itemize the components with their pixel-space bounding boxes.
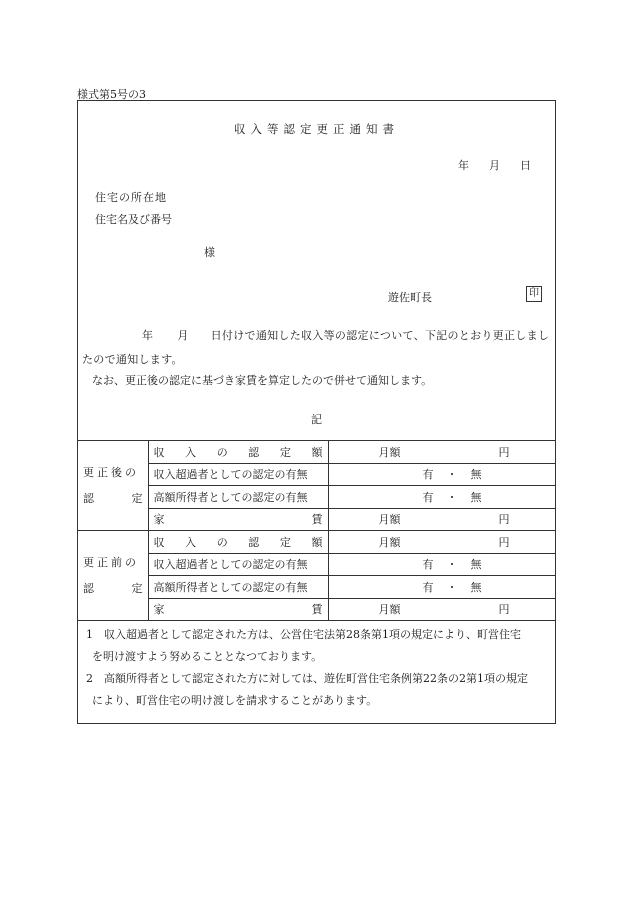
no-option[interactable]: 無 [470,558,483,572]
item-cell [148,486,328,509]
yen-unit: 円 [498,445,510,459]
yen-unit: 円 [498,603,510,617]
item-cell [148,576,328,599]
item-label: 高額所得者としての認定の有無 [153,490,308,504]
group-label-char-b: 定 [131,491,143,505]
housing-name-label: 住宅名及び番号 [95,213,172,226]
item-label-spread: 収 入 の 認 定 額 [153,445,323,459]
yen-unit: 円 [498,535,510,549]
item-char-b: 賃 [311,513,323,527]
group-label [78,531,148,621]
item-label: 高額所得者としての認定の有無 [153,580,308,594]
note-number: 1 [86,628,93,641]
item-char-a: 家 [153,513,165,527]
value-cell[interactable] [328,508,555,531]
table-row [78,598,555,621]
note-line2: により、町営住宅の明け渡しを請求することがあります。 [92,694,378,707]
monthly-prefix: 月額 [378,603,401,617]
item-cell [148,553,328,576]
value-cell[interactable] [328,486,555,509]
item-cell [148,463,328,486]
yen-unit: 円 [498,513,510,527]
monthly-prefix: 月額 [378,445,401,459]
yes-option[interactable]: 有 [422,468,435,482]
note-line2: を明け渡すよう努めることとなつております。 [92,650,323,663]
option-separator: ・ [446,580,459,594]
option-separator: ・ [446,490,459,504]
para1-rest: 日付けで通知した収入等の認定について、下記のとおり更正しましたので通知します。 [82,329,550,366]
note-item [78,624,555,668]
option-separator: ・ [446,468,459,482]
table-row [78,508,555,531]
table-row [78,576,555,599]
note-line1: 収入超過者として認定された方は、公営住宅法第28条第1項の規定により、町営住宅 [104,628,521,641]
group-label-line1: 更正前の [83,555,139,569]
note-line1: 高額所得者として認定された方に対しては、遊佐町営住宅条例第22条の2第1項の規定 [104,672,528,685]
no-option[interactable]: 無 [470,580,483,594]
document-frame [77,100,556,724]
date-day: 日 [520,159,531,172]
value-cell[interactable] [328,553,555,576]
value-cell[interactable] [328,441,555,464]
monthly-prefix: 月額 [378,513,401,527]
group-label [78,441,148,531]
item-cell [148,531,328,554]
value-cell[interactable] [328,531,555,554]
date-line [458,157,531,173]
table-row [78,441,555,464]
group-label-char-a: 認 [83,581,94,595]
item-label: 収入超過者としての認定の有無 [153,558,308,572]
note-item [78,668,555,712]
no-option[interactable]: 無 [470,490,483,504]
date-year: 年 [458,159,469,172]
body-paragraph-1 [82,324,552,372]
notes [78,624,555,712]
table-row [78,463,555,486]
para1-year: 年 [142,329,154,342]
item-label-spread: 収 入 の 認 定 額 [153,535,323,549]
group-label-line1: 更正後の [83,465,139,479]
no-option[interactable]: 無 [470,468,483,482]
item-cell [148,508,328,531]
seal-mark: 印 [526,286,542,302]
item-cell [148,441,328,464]
item-cell [148,598,328,621]
yes-option[interactable]: 有 [422,558,435,572]
honorific: 様 [204,246,215,259]
address-label: 住宅の所在地 [95,191,167,204]
date-month: 月 [489,159,500,172]
value-cell[interactable] [328,463,555,486]
certification-table [78,440,555,621]
body-paragraph-2: なお、更正後の認定に基づき家賃を算定したので併せて通知します。 [92,374,433,387]
yes-option[interactable]: 有 [422,490,435,504]
yes-option[interactable]: 有 [422,580,435,594]
ki-heading: 記 [311,413,322,426]
item-char-b: 賃 [311,603,323,617]
item-char-a: 家 [153,603,165,617]
para1-month: 月 [177,329,189,342]
note-number: 2 [86,672,93,685]
form-id: 様式第5号の3 [77,88,146,101]
value-cell[interactable] [328,576,555,599]
option-separator: ・ [446,558,459,572]
table-row [78,486,555,509]
value-cell[interactable] [328,598,555,621]
issuer: 遊佐町長 [388,291,432,304]
document-title: 収入等認定更正通知書 [234,122,399,136]
table-row [78,553,555,576]
table-row [78,531,555,554]
monthly-prefix: 月額 [378,535,401,549]
group-label-char-a: 認 [83,491,94,505]
item-label: 収入超過者としての認定の有無 [153,468,308,482]
group-label-char-b: 定 [131,581,143,595]
